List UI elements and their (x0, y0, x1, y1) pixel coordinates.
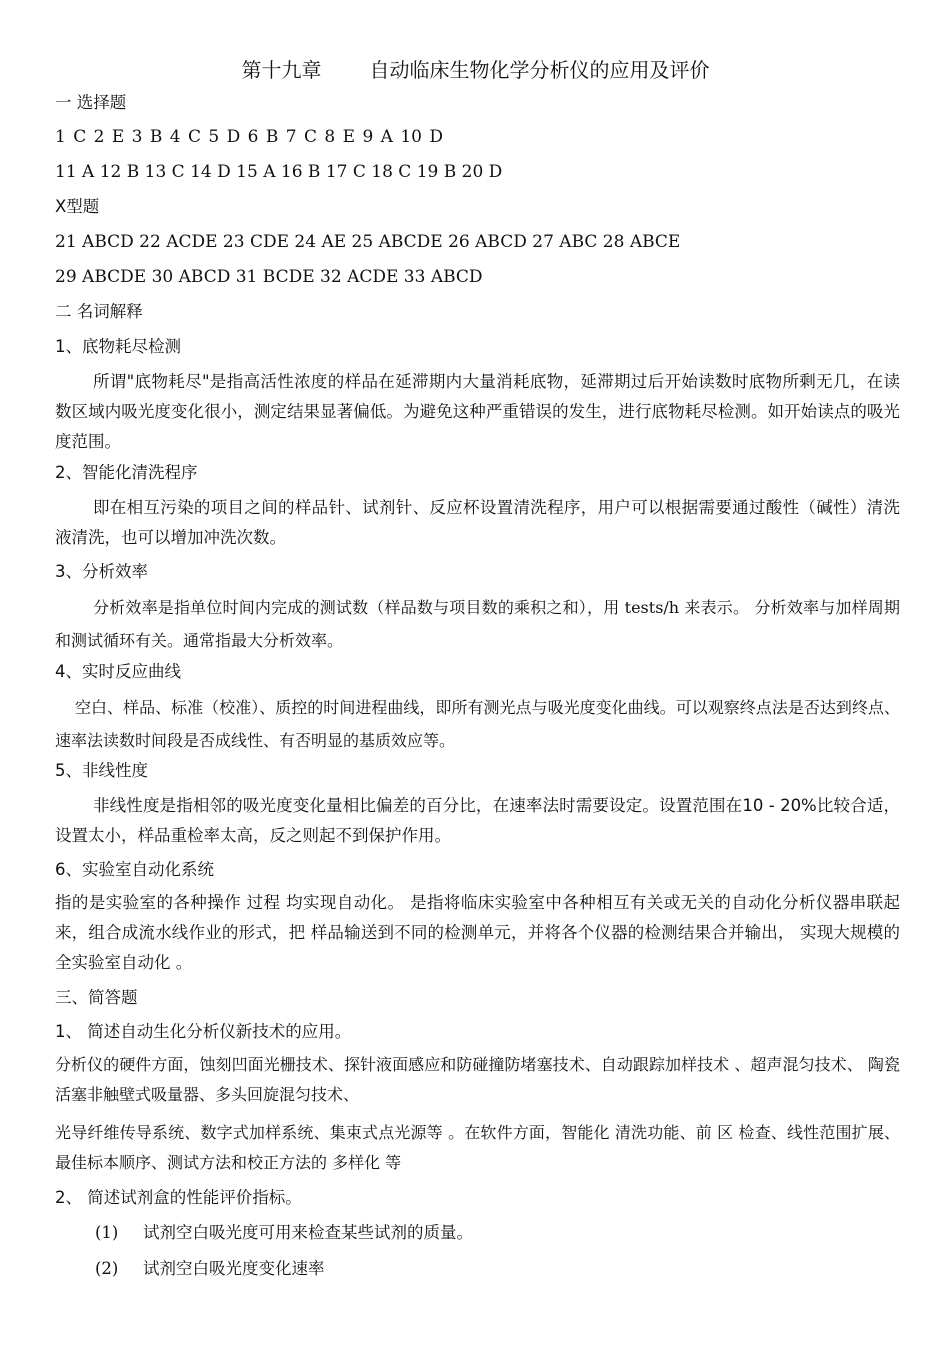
answer-paragraph-1b: 光导纤维传导系统、数字式加样系统、集束式点光源等 。在软件方面，智能化 清洗功能、前 区 检查、线性范围扩展、最佳标本顺序、测试方法和校正方法的 多样化 等 (55, 1123, 900, 1172)
answer-paragraph-1a: 分析仪的硬件方面，蚀刻凹面光栅技术、探针液面感应和防碰撞防堵塞技术、自动跟踪加样技术 、超声混匀技术、 陶瓷活塞非触壁式吸量器、多头回旋混匀技术、 (55, 1055, 900, 1104)
list-item (95, 1256, 325, 1282)
term-definition-3: 分析效率是指单位时间内完成的测试数（样品数与项目数的乘积之和），用 tests/h 来表示。 分析效率与加样周期和测试循环有关。通常指最大分析效率。 (55, 598, 900, 650)
question-heading-1: 1、 简述自动生化分析仪新技术的应用。 (55, 1022, 352, 1041)
answer-line-4: 29 ABCDE 30 ABCD 31 BCDE 32 ACDE 33 ABCD (55, 267, 483, 287)
term-definition-4: 空白、样品、标准（校准）、质控的时间进程曲线，即所有测光点与吸光度变化曲线。可以观察终点法是否达到终点、速率法读数时间段是否成线性、有否明显的基质效应等。 (55, 698, 900, 750)
answer-line-2: 11 A 12 B 13 C 14 D 15 A 16 B 17 C 18 C 19 B 20 D (55, 162, 503, 182)
term-heading-3: 3、分析效率 (55, 562, 148, 581)
answer-line-3: 21 ABCD 22 ACDE 23 CDE 24 AE 25 ABCDE 26 ABCD 27 ABC 28 ABCE (55, 232, 681, 252)
term-definition-6: 指的是实验室的各种操作 过程 均实现自动化。 是指将临床实验室中各种相互有关或无关的自动化分析仪器串联起来，组合成流水线作业的形式，把 样品输送到不同的检测单元，并将各个仪器的检测结果合并输出， 实现大规模的 全实验室自动化 。 (55, 893, 900, 972)
x-type-label: X型题 (55, 197, 100, 216)
section-heading-choice: 一 选择题 (55, 93, 127, 112)
chapter-title (0, 56, 951, 84)
list-item-text: 试剂空白吸光度可用来检查某些试剂的质量。 (143, 1223, 473, 1242)
chapter-name: 自动临床生物化学分析仪的应用及评价 (369, 58, 710, 82)
list-item-text: 试剂空白吸光度变化速率 (143, 1259, 325, 1278)
section-heading-short-answer: 三、简答题 (55, 988, 138, 1007)
chapter-number: 第十九章 (241, 58, 322, 82)
question-heading-2: 2、 简述试剂盒的性能评价指标。 (55, 1188, 302, 1207)
answer-line-1: 1 C 2 E 3 B 4 C 5 D 6 B 7 C 8 E 9 A 10 D (55, 127, 444, 147)
term-heading-1: 1、底物耗尽检测 (55, 337, 181, 356)
term-heading-6: 6、实验室自动化系统 (55, 860, 214, 879)
term-heading-2: 2、智能化清洗程序 (55, 463, 198, 482)
term-definition-5: 非线性度是指相邻的吸光度变化量相比偏差的百分比，在速率法时需要设定。设置范围在10 - 20%比较合适，设置太小，样品重检率太高，反之则起不到保护作用。 (55, 796, 900, 845)
list-item (95, 1220, 473, 1246)
term-definition-1: 所谓"底物耗尽"是指高活性浓度的样品在延滞期内大量消耗底物，延滞期过后开始读数时底物所剩无几，在读数区域内吸光度变化很小，测定结果显著偏低。为避免这种严重错误的发生，进行底物耗尽检测。如开始读点的吸光度范围。 (55, 372, 900, 451)
term-heading-5: 5、非线性度 (55, 761, 148, 780)
list-item-number: (2) (95, 1259, 119, 1278)
term-heading-4: 4、实时反应曲线 (55, 662, 181, 681)
section-heading-terms: 二 名词解释 (55, 302, 143, 321)
list-item-number: (1) (95, 1223, 119, 1242)
term-definition-2: 即在相互污染的项目之间的样品针、试剂针、反应杯设置清洗程序，用户可以根据需要通过酸性（碱性）清洗液清洗，也可以增加冲洗次数。 (55, 498, 900, 547)
